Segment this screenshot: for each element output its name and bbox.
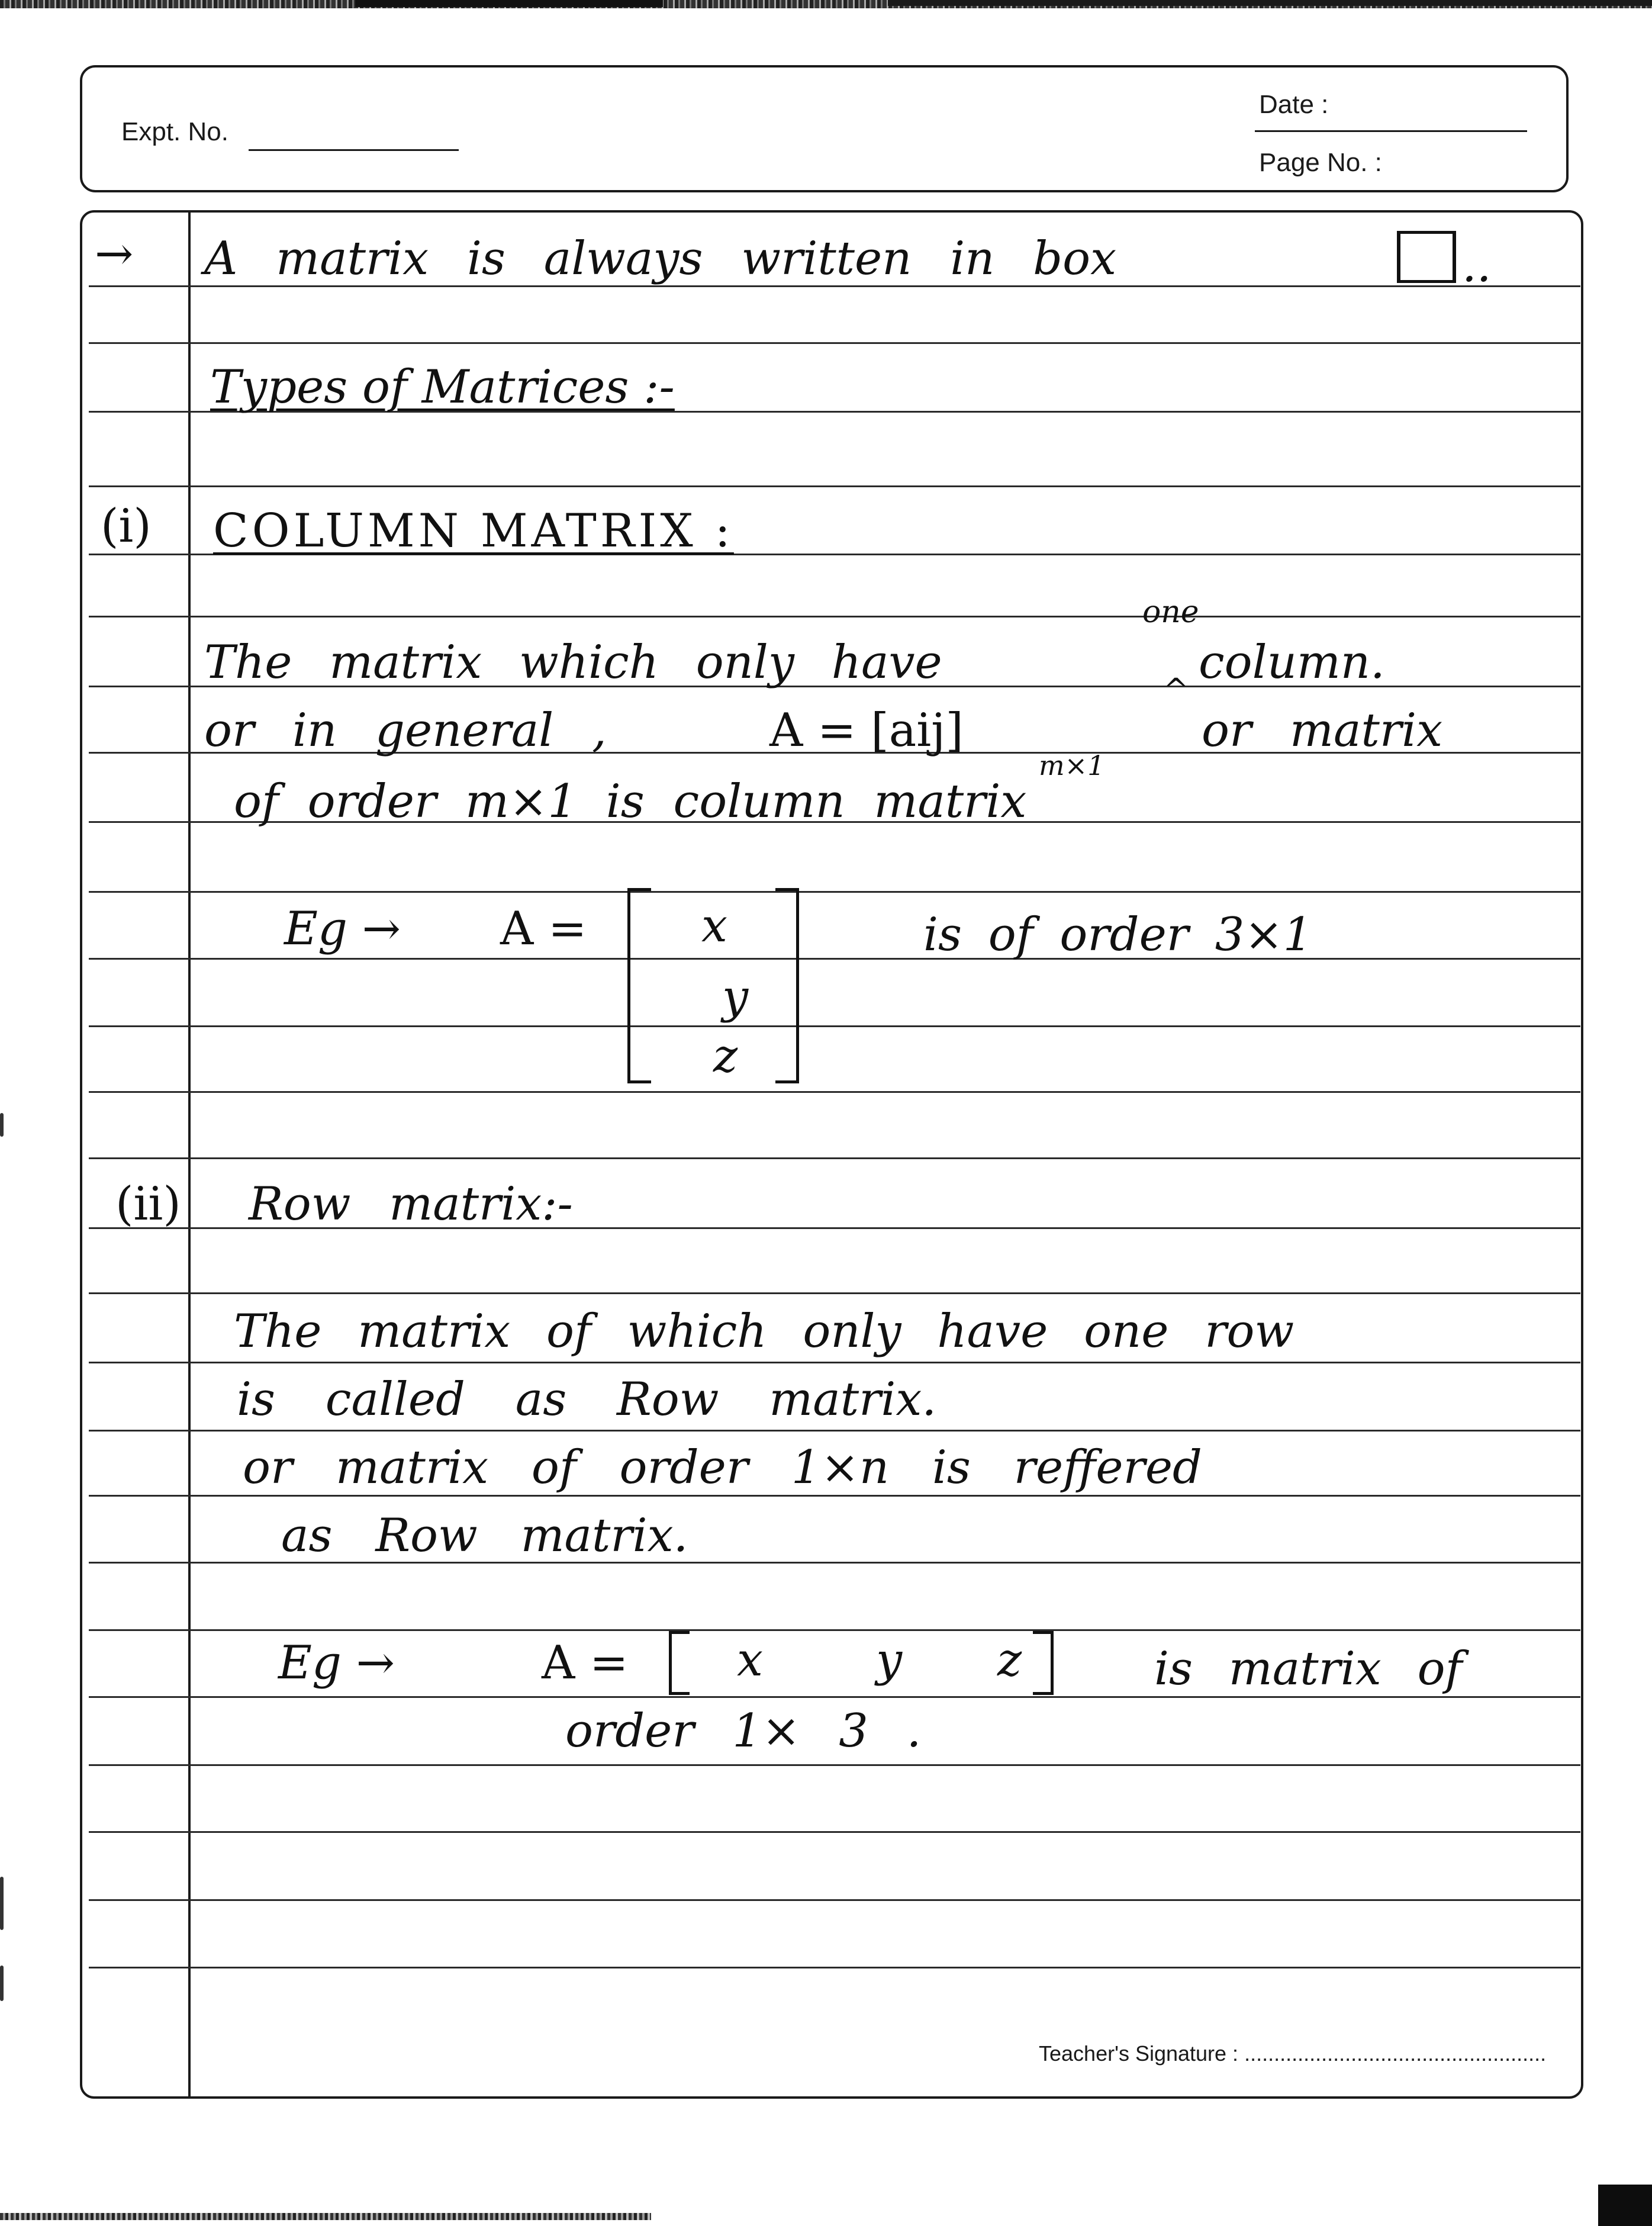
rule-line [89, 1091, 1580, 1093]
expt-no-label: Expt. No. [121, 117, 228, 146]
rule-line [89, 1899, 1580, 1901]
intro-arrow: → [95, 227, 134, 281]
column-def-line2c: or matrix [1202, 704, 1443, 757]
column-def-line1: The matrix which only have [204, 636, 942, 689]
row-eg-description: is matrix of [1154, 1642, 1463, 1696]
types-heading: Types of Matrices :- [210, 361, 675, 414]
column-matrix-heading: COLUMN MATRIX : [213, 504, 734, 558]
column-eg-label: Eg → [284, 902, 401, 956]
row-def-line1: The matrix of which only have one row [234, 1305, 1294, 1358]
row-vector-entry: x [737, 1633, 763, 1687]
column-eg-description: is of order 3×1 [923, 908, 1313, 961]
rule-line [89, 1157, 1580, 1159]
row-def-line3: or matrix of order 1×n is reffered [243, 1441, 1202, 1494]
section-number: (ii) [115, 1178, 181, 1231]
scan-edge-top-dark [888, 0, 1652, 6]
row-eg-label: Eg → [278, 1636, 395, 1690]
column-def-line3: of order m×1 is column matrix [234, 775, 1027, 828]
rule-line [89, 1967, 1580, 1968]
scan-edge-mark [0, 1966, 4, 2001]
ruled-area [80, 210, 1583, 2099]
page-no-label: Page No. : [1259, 148, 1382, 177]
section-number: (i) [101, 500, 152, 553]
rule-line [89, 1025, 1580, 1027]
scan-edge-bottom [0, 2213, 651, 2220]
left-bracket-icon [669, 1631, 690, 1695]
rule-line [89, 1292, 1580, 1294]
teacher-signature: Teacher's Signature : ................................................... [1039, 2041, 1547, 2066]
right-bracket-icon [775, 888, 799, 1083]
rule-line [89, 1764, 1580, 1766]
rule-line [89, 958, 1580, 960]
rule-line [89, 285, 1580, 287]
row-matrix-heading: Row matrix:- [249, 1178, 573, 1231]
rule-line [89, 891, 1580, 893]
row-def-line4: as Row matrix. [281, 1509, 688, 1562]
row-vector-entry: y [876, 1633, 903, 1687]
rule-line [89, 1831, 1580, 1833]
rule-line [89, 342, 1580, 344]
rule-line [89, 1430, 1580, 1432]
column-vector-entry: x [701, 899, 727, 953]
rule-line [89, 616, 1580, 617]
intro-tail: .. [1462, 239, 1492, 292]
intro-text: A matrix is always written in box [204, 232, 1117, 285]
column-order-subscript: m×1 [1039, 749, 1105, 781]
rule-line [89, 1629, 1580, 1631]
scan-edge-mark [0, 1113, 4, 1137]
row-def-line2: is called as Row matrix. [237, 1373, 937, 1426]
column-def-line2a: or in general , [204, 704, 607, 757]
column-def-line2b: A = [aij] [769, 704, 964, 757]
scan-corner [1598, 2185, 1652, 2226]
column-insert-word: one [1142, 594, 1199, 630]
row-vector-entry: z [997, 1633, 1022, 1687]
column-vector-entry: y [722, 970, 749, 1024]
caret-mark: ^ [1163, 673, 1189, 708]
left-bracket-icon [627, 888, 651, 1083]
rule-line [89, 485, 1580, 487]
rule-line [89, 1362, 1580, 1363]
row-eg-a: A = [542, 1636, 629, 1690]
rule-line [89, 1495, 1580, 1497]
date-label: Date : [1259, 90, 1329, 119]
column-vector-entry: z [713, 1030, 738, 1083]
margin-line [188, 211, 191, 2098]
row-eg-line2: order 1× 3 . [565, 1704, 922, 1758]
expt-no-line [249, 149, 459, 151]
rule-line [89, 1696, 1580, 1698]
right-bracket-icon [1033, 1631, 1054, 1695]
scan-edge-mark [0, 1877, 4, 1930]
column-def-line1-end: column. [1199, 636, 1385, 689]
date-line [1255, 130, 1527, 132]
box-bracket-icon [1397, 231, 1456, 283]
scan-edge-top-dark [355, 0, 663, 7]
column-eg-a: A = [500, 902, 587, 956]
